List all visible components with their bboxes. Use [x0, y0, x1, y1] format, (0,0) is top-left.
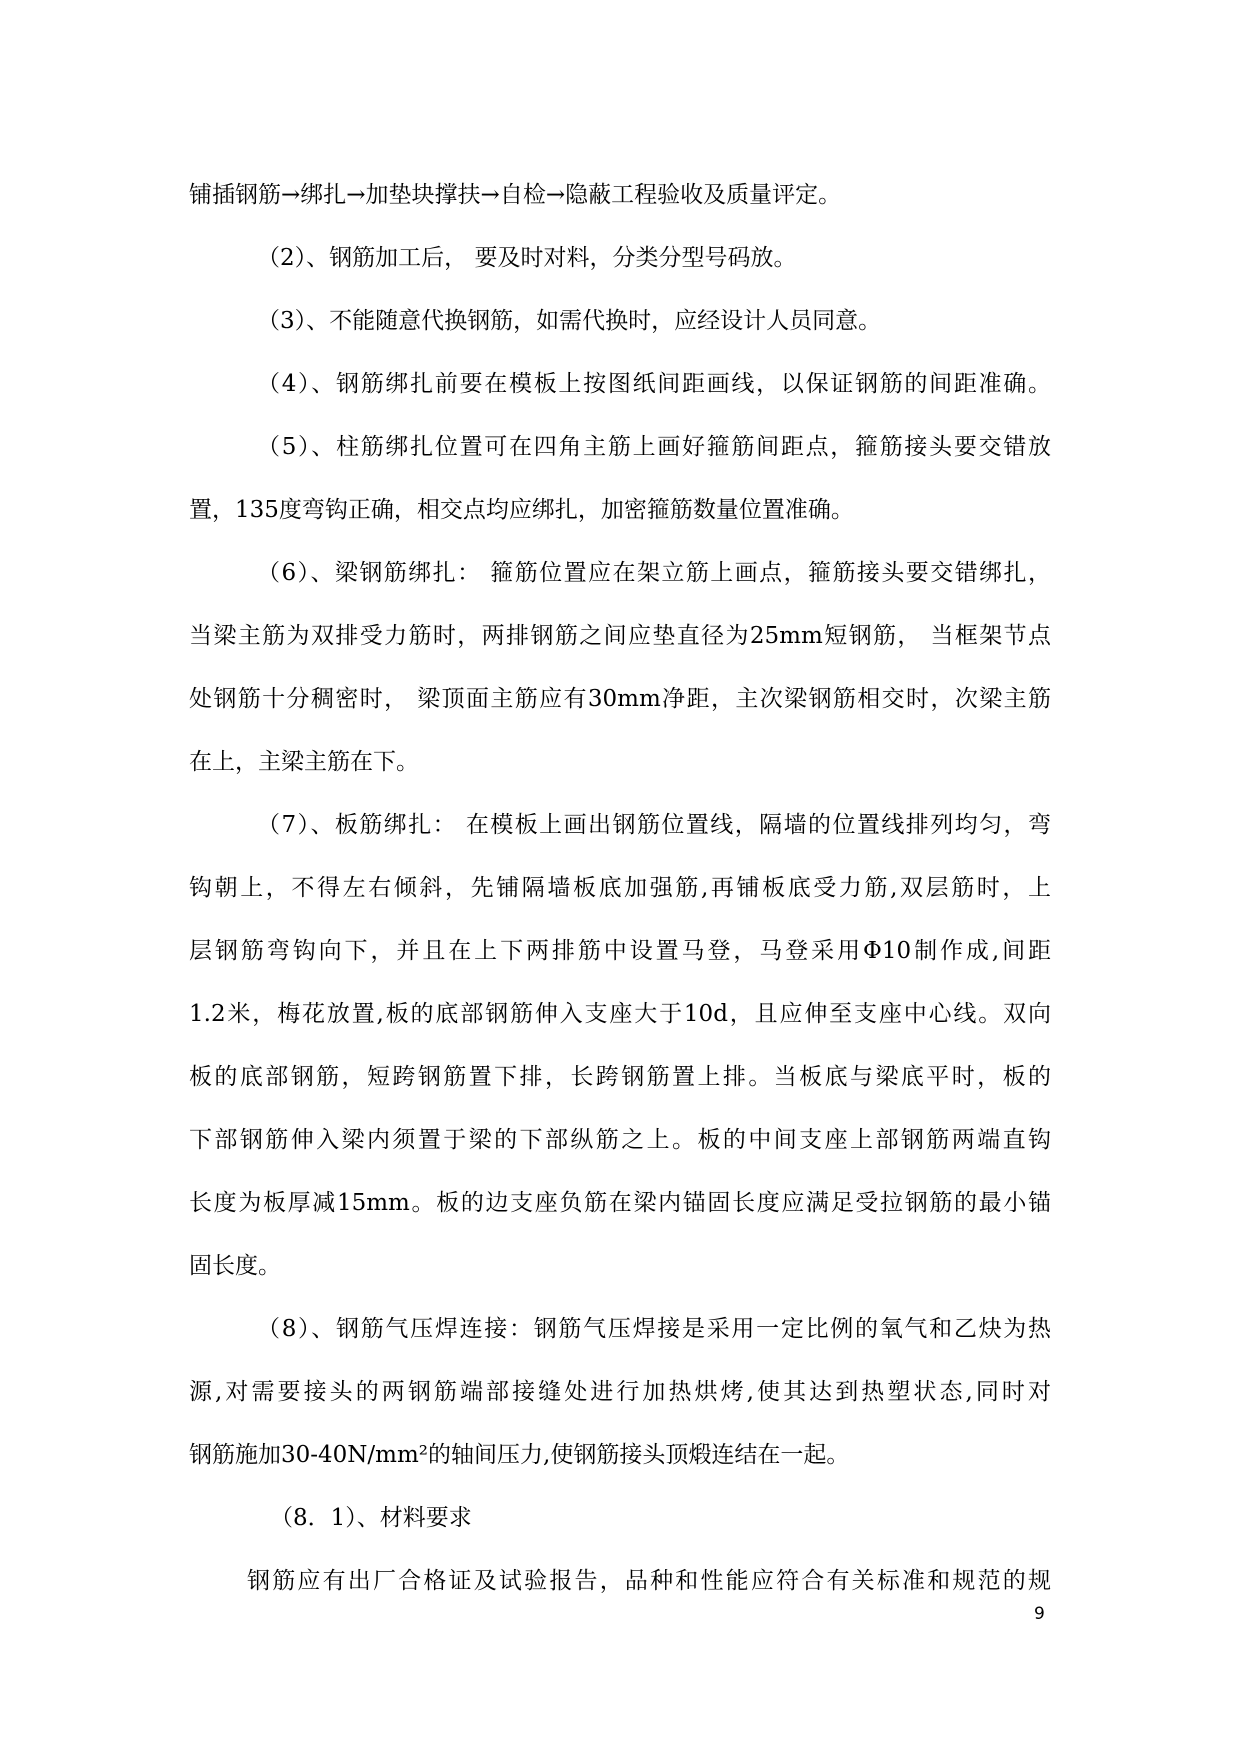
text-line: （5）、柱筋绑扎位置可在四角主筋上画好箍筋间距点，箍筋接头要交错放 — [257, 434, 1051, 460]
text-line: （2）、钢筋加工后， 要及时对料，分类分型号码放。 — [257, 245, 797, 271]
text-line: 层钢筋弯钩向下，并且在上下两排筋中设置马登，马登采用Φ10制作成,间距 — [189, 938, 1051, 964]
text-line: 钢筋应有出厂合格证及试验报告，品种和性能应符合有关标准和规范的规 — [247, 1568, 1051, 1594]
body-text — [189, 164, 1051, 1613]
text-line: （4）、钢筋绑扎前要在模板上按图纸间距画线，以保证钢筋的间距准确。 — [257, 371, 1051, 397]
text-line: 固长度。 — [189, 1253, 281, 1279]
text-line: 钢筋施加30-40N/mm²的轴间压力,使钢筋接头顶煅连结在一起。 — [189, 1442, 850, 1468]
text-line: （7）、板筋绑扎： 在模板上画出钢筋位置线，隔墙的位置线排列均匀，弯 — [257, 812, 1051, 838]
text-line: 板的底部钢筋，短跨钢筋置下排，长跨钢筋置上排。当板底与梁底平时，板的 — [189, 1064, 1051, 1090]
text-line: 钩朝上，不得左右倾斜，先铺隔墙板底加强筋,再铺板底受力筋,双层筋时，上 — [189, 875, 1051, 901]
text-line: 源,对需要接头的两钢筋端部接缝处进行加热烘烤,使其达到热塑状态,同时对 — [189, 1379, 1051, 1405]
text-line: 处钢筋十分稠密时， 梁顶面主筋应有30mm净距，主次梁钢筋相交时，次梁主筋 — [189, 686, 1051, 712]
section-heading: （8．1）、材料要求 — [270, 1505, 472, 1531]
text-line: （8）、钢筋气压焊连接：钢筋气压焊接是采用一定比例的氧气和乙炔为热 — [257, 1316, 1051, 1342]
text-line: （6）、梁钢筋绑扎： 箍筋位置应在架立筋上画点，箍筋接头要交错绑扎， — [257, 560, 1051, 586]
text-line: （3）、不能随意代换钢筋，如需代换时，应经设计人员同意。 — [257, 308, 882, 334]
text-line: 在上，主梁主筋在下。 — [189, 749, 419, 775]
text-line: 铺插钢筋→绑扎→加垫块撑扶→自检→隐蔽工程验收及质量评定。 — [189, 182, 842, 208]
text-line: 1.2米，梅花放置,板的底部钢筋伸入支座大于10d，且应伸至支座中心线。双向 — [189, 1001, 1051, 1027]
text-line: 下部钢筋伸入梁内须置于梁的下部纵筋之上。板的中间支座上部钢筋两端直钩 — [189, 1127, 1051, 1153]
page-number: 9 — [1034, 1604, 1045, 1624]
text-line: 当梁主筋为双排受力筋时，两排钢筋之间应垫直径为25mm短钢筋， 当框架节点 — [189, 623, 1051, 649]
text-line: 置，135度弯钩正确，相交点均应绑扎，加密箍筋数量位置准确。 — [189, 497, 854, 523]
text-line: 长度为板厚减15mm。板的边支座负筋在梁内锚固长度应满足受拉钢筋的最小锚 — [189, 1190, 1051, 1216]
